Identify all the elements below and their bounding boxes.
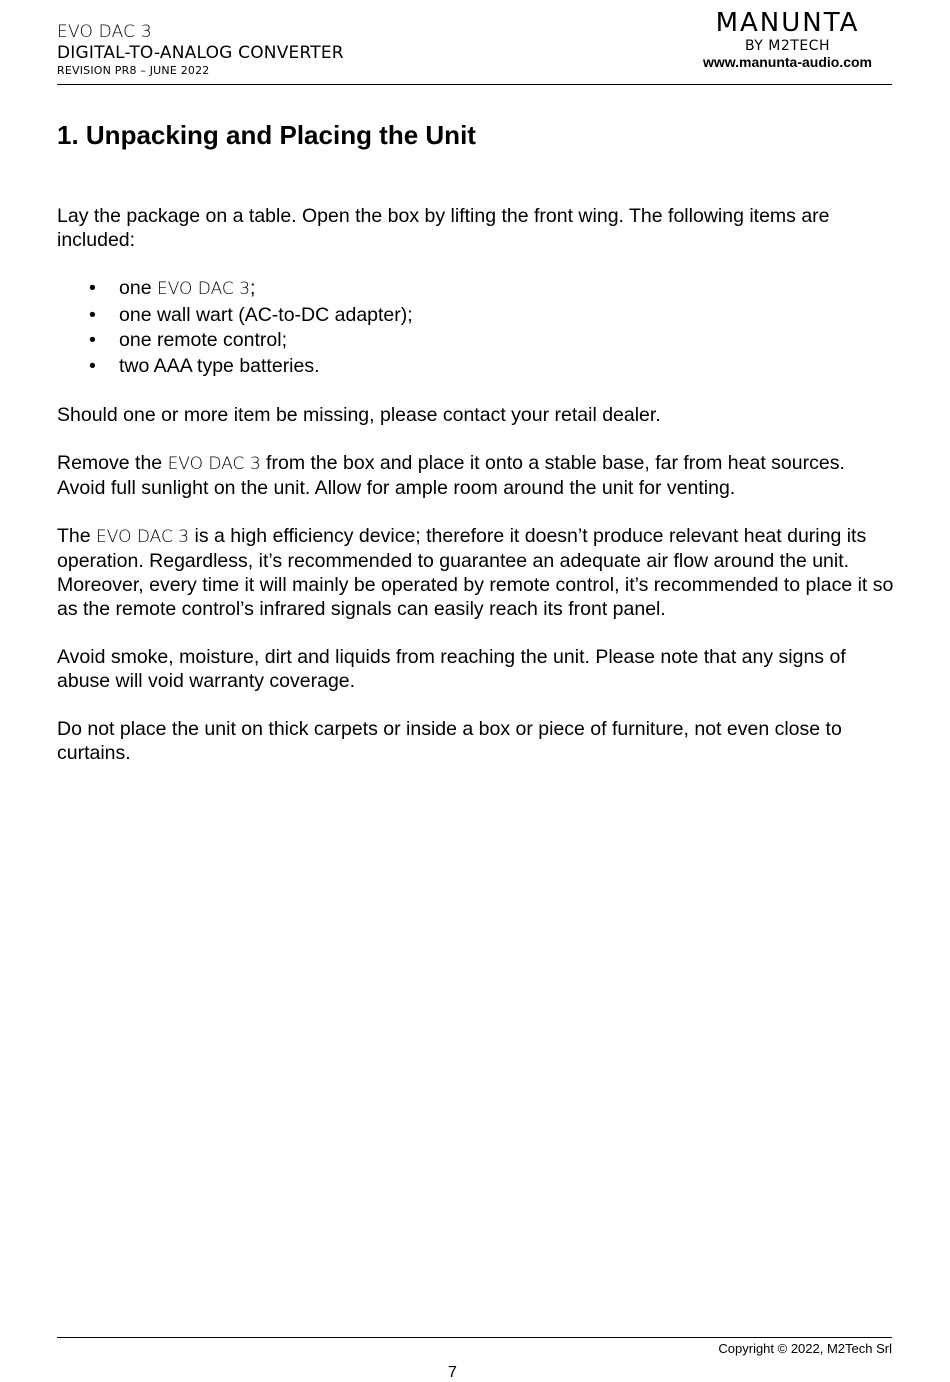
list-item-suffix: ;: [250, 277, 256, 299]
avoid-paragraph: Avoid smoke, moisture, dirt and liquids from reaching the unit. Please note that any signs of abuse will void warranty coverage.: [57, 646, 846, 692]
efficiency-paragraph: [57, 524, 897, 621]
list-item: [119, 276, 897, 303]
brand-subtitle: BY M2TECH: [744, 38, 830, 54]
brand-logo: MANUNTA: [715, 8, 860, 38]
missing-items-paragraph: Should one or more item be missing, please contact your retail dealer.: [57, 404, 661, 426]
list-item-prefix: one: [119, 277, 157, 299]
header-brand-block: [703, 8, 872, 70]
list-item: • one remote control;: [119, 328, 897, 354]
text-run: Remove the: [57, 452, 168, 474]
footer-divider: [57, 1337, 892, 1338]
header-product-subtitle: DIGITAL-TO-ANALOG CONVERTER: [57, 43, 344, 63]
placement-paragraph: [57, 451, 897, 500]
list-item: • two AAA type batteries.: [119, 354, 897, 380]
document-body: [57, 204, 897, 789]
text-run: from the box and place it onto a stable base, far from heat sources. Avoid full sunlight on the unit. Allow for ample room around the unit for venting.: [57, 452, 845, 499]
text-run: is a high efficiency device; therefore it doesn’t produce relevant heat during its operation. Regardless, it’s recommended to guarantee an adequate air flow around the unit. Moreover, every time it will mainly be operated by remote control, it’s recommended to place it so as the remote control’s infrared signals can easily reach its front panel.: [57, 525, 894, 620]
product-name: EVO DAC 3: [96, 527, 190, 547]
section-title: 1. Unpacking and Placing the Unit: [57, 120, 476, 150]
text-run: The: [57, 525, 97, 547]
package-contents-list: [57, 276, 897, 379]
header-product-block: [57, 22, 344, 78]
copyright-notice: Copyright © 2022, M2Tech Srl: [718, 1341, 892, 1356]
list-item: • one wall wart (AC-to-DC adapter);: [119, 303, 897, 329]
header-revision: REVISION PR8 – JUNE 2022: [57, 64, 210, 77]
header-product-name: EVO DAC 3: [57, 22, 152, 42]
page-header: [57, 8, 892, 85]
intro-paragraph: Lay the package on a table. Open the box by lifting the front wing. The following items are included:: [57, 205, 830, 251]
product-name: EVO DAC 3: [156, 279, 251, 299]
product-name: EVO DAC 3: [167, 454, 261, 474]
page-number: 7: [448, 1364, 457, 1381]
website-url: www.manunta-audio.com: [702, 54, 872, 70]
furniture-paragraph: Do not place the unit on thick carpets or inside a box or piece of furniture, not even close to curtains.: [57, 718, 842, 764]
